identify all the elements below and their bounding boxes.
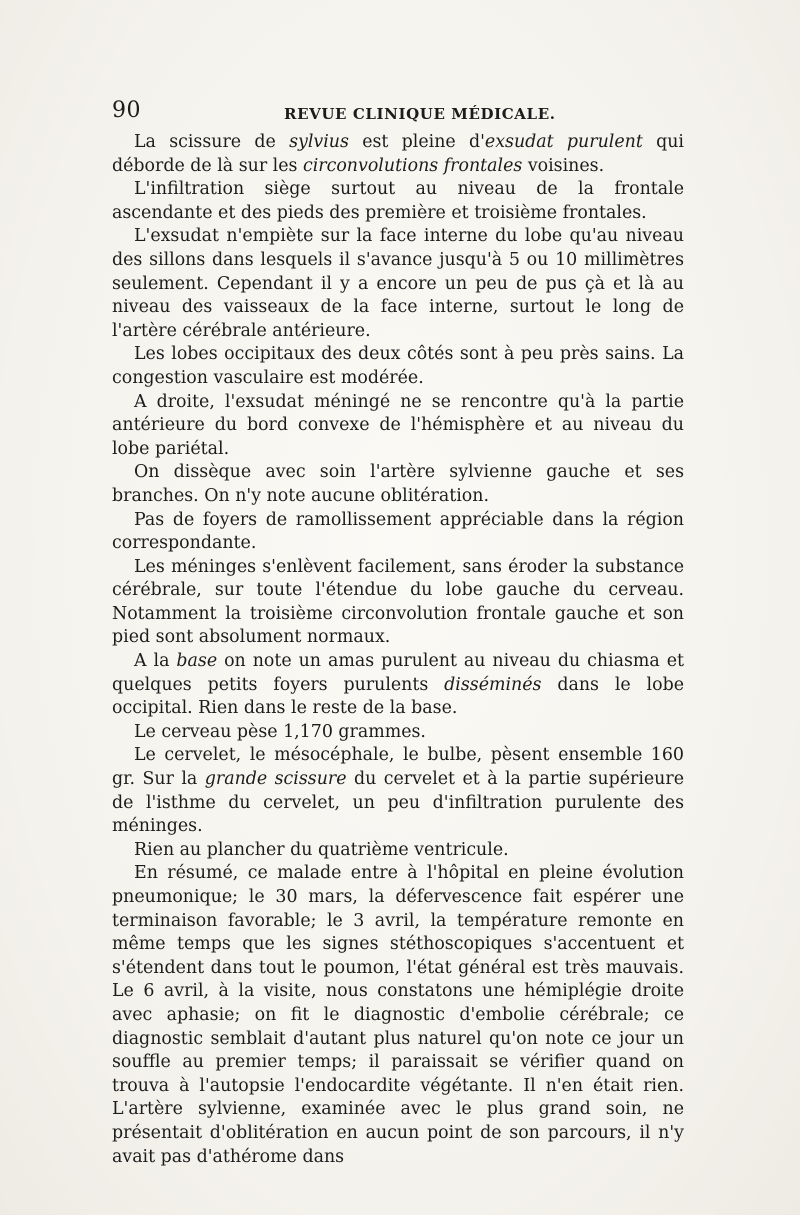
italic-term: grande scissure: [204, 769, 347, 790]
paragraph: Les méninges s'enlèvent facilement, sans éroder la substance cérébrale, sur toute l'étendue du lobe gauche du cerveau. Notamment la troisième circonvolution frontale gauche et son pied sont absolument normaux.: [112, 556, 684, 648]
paragraph: Le cervelet, le mésocéphale, le bulbe, pèsent ensemble 160 gr. Sur la grande scissure du cervelet et à la partie supérieure de l'isthme du cervelet, un peu d'infiltration purulente des méninges.: [112, 745, 684, 837]
italic-term: base: [176, 651, 218, 672]
paragraph: A droite, l'exsudat méningé ne se rencontre qu'à la partie antérieure du bord convexe de l'hémisphère et au niveau du lobe pariétal.: [112, 391, 684, 459]
journal-title: REVUE CLINIQUE MÉDICALE.: [284, 105, 556, 123]
running-head: [112, 98, 684, 128]
italic-term: circonvolutions frontales: [302, 155, 523, 176]
paragraph: Les lobes occipitaux des deux côtés sont à peu près sains. La congestion vasculaire est modérée.: [112, 344, 684, 388]
paragraph: Le cerveau pèse 1,170 grammes.: [134, 721, 426, 742]
paragraph: On dissèque avec soin l'artère sylvienne gauche et ses branches. On n'y note aucune oblitération.: [112, 462, 684, 506]
italic-term: disséminés: [444, 674, 542, 695]
italic-term: sylvius: [289, 132, 349, 152]
italic-term: exsudat purulent: [484, 132, 643, 152]
page-number: 90: [112, 98, 141, 123]
body-text: [112, 131, 684, 1169]
paragraph: L'infiltration siège surtout au niveau de la frontale ascendante et des pieds des première et troisième frontales.: [112, 179, 684, 223]
paragraph: Rien au plancher du quatrième ventricule.: [134, 839, 509, 860]
paragraph: L'exsudat n'empiète sur la face interne du lobe qu'au niveau des sillons dans lesquels il s'avance jusqu'à 5 ou 10 millimètres seulement. Cependant il y a encore un peu de pus çà et là au niveau des vaisseaux de la face interne, surtout le long de l'artère cérébrale antérieure.: [112, 226, 684, 341]
paragraph: A la base on note un amas purulent au niveau du chiasma et quelques petits foyers purulents disséminés dans le lobe occipital. Rien dans le reste de la base.: [112, 651, 685, 719]
paragraph: La scissure de sylvius est pleine d'exsudat purulent qui déborde de là sur les circonvolutions frontales voisines.: [112, 132, 684, 176]
paragraph: Pas de foyers de ramollissement appréciable dans la région correspondante.: [112, 509, 684, 554]
paragraph: En résumé, ce malade entre à l'hôpital en pleine évolution pneumonique; le 30 mars, la défervescence fait espérer une terminaison favorable; le 3 avril, la température remonte en même temps que les signes stéthoscopiques s'accentuent et s'étendent dans tout le poumon, l'état général est très mauvais. Le 6 avril, à la visite, nous constatons une hémiplégie droite avec aphasie; on fit le diagnostic d'embolie cérébrale; ce diagnostic semblait d'autant plus naturel qu'on note ce jour un souffle au premier temps; il paraissait se vérifier quand on trouva à l'autopsie l'endocardite végétante. Il n'en était rien. L'artère sylvienne, examinée avec le plus grand soin, ne présentait d'oblitération en aucun point de son parcours, il n'y avait pas d'athérome dans: [112, 863, 684, 1167]
